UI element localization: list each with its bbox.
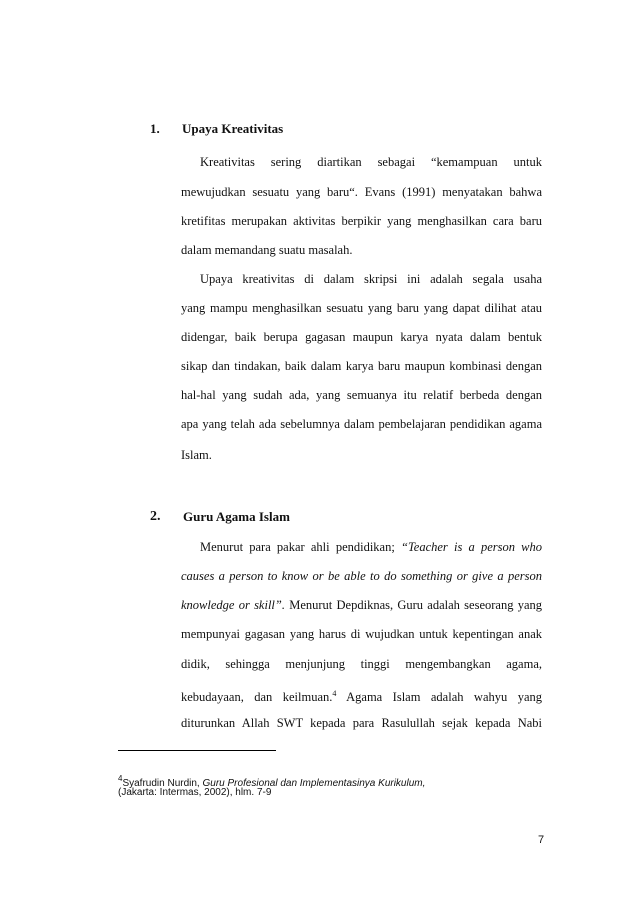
paragraph-line: Upaya kreativitas di dalam skripsi ini adalah segala usaha (200, 272, 542, 286)
page-number: 7 (538, 834, 545, 846)
paragraph-line: Kreativitas sering diartikan sebagai “kemampuan untuk (200, 155, 542, 169)
paragraph-line: mempunyai gagasan yang harus di wujudkan untuk kepentingan anak (181, 627, 542, 641)
quote-text: knowledge or skill”. (181, 598, 285, 612)
footnote-title: Guru Profesional dan Implementasinya Kurikulum, (202, 778, 426, 789)
paragraph-line (181, 597, 542, 613)
footnote-reference[interactable]: 4 (332, 689, 337, 698)
section-title: Upaya Kreativitas (182, 121, 284, 136)
paragraph-line (181, 686, 542, 705)
quote-text: causes a person to know or be able to do something or give a person (181, 569, 542, 583)
quote-text: “Teacher is a person who (401, 540, 543, 554)
paragraph-line: yang mampu menghasilkan sesuatu yang baru yang dapat dilihat atau (181, 301, 542, 315)
paragraph-line: sikap dan tindakan, baik dalam karya baru maupun kombinasi dengan (181, 359, 542, 373)
paragraph-line: diturunkan Allah SWT kepada para Rasulullah sejak kepada Nabi (181, 716, 542, 730)
footnote-author: Syafrudin Nurdin, (122, 778, 203, 789)
text-span: Menurut Depdiknas, Guru adalah seseorang yang (284, 598, 542, 612)
section-title: Guru Agama Islam (183, 509, 290, 524)
paragraph-line: mewujudkan sesuatu yang baru“. Evans (1991) menyatakan bahwa (181, 185, 542, 199)
section-number: 1. (150, 121, 160, 136)
footnote-marker: 4 (118, 774, 123, 783)
paragraph-line: Islam. (181, 448, 212, 462)
paragraph-line: kretifitas merupakan aktivitas berpikir yang menghasilkan cara baru (181, 214, 542, 228)
text-span: kebudayaan, dan keilmuan. (181, 690, 333, 704)
section-number: 2. (150, 509, 161, 524)
paragraph-line (200, 539, 542, 555)
footnote-divider (118, 750, 276, 751)
text-span: Agama Islam adalah wahyu yang (336, 690, 542, 704)
text-span: Menurut para pakar ahli pendidikan; (200, 540, 402, 554)
paragraph-line: hal-hal yang sudah ada, yang semuanya itu relatif berbeda dengan (181, 388, 542, 402)
paragraph-line: didengar, baik berupa gagasan maupun karya nyata dalam bentuk (181, 330, 542, 344)
paragraph-line (181, 568, 542, 584)
paragraph-line: didik, sehingga menjunjung tinggi mengembangkan agama, (181, 657, 542, 671)
paragraph-line: dalam memandang suatu masalah. (181, 243, 353, 257)
paragraph-line: apa yang telah ada sebelumnya dalam pembelajaran pendidikan agama (181, 417, 542, 431)
footnote-publication: (Jakarta: Intermas, 2002), hlm. 7-9 (118, 787, 272, 798)
